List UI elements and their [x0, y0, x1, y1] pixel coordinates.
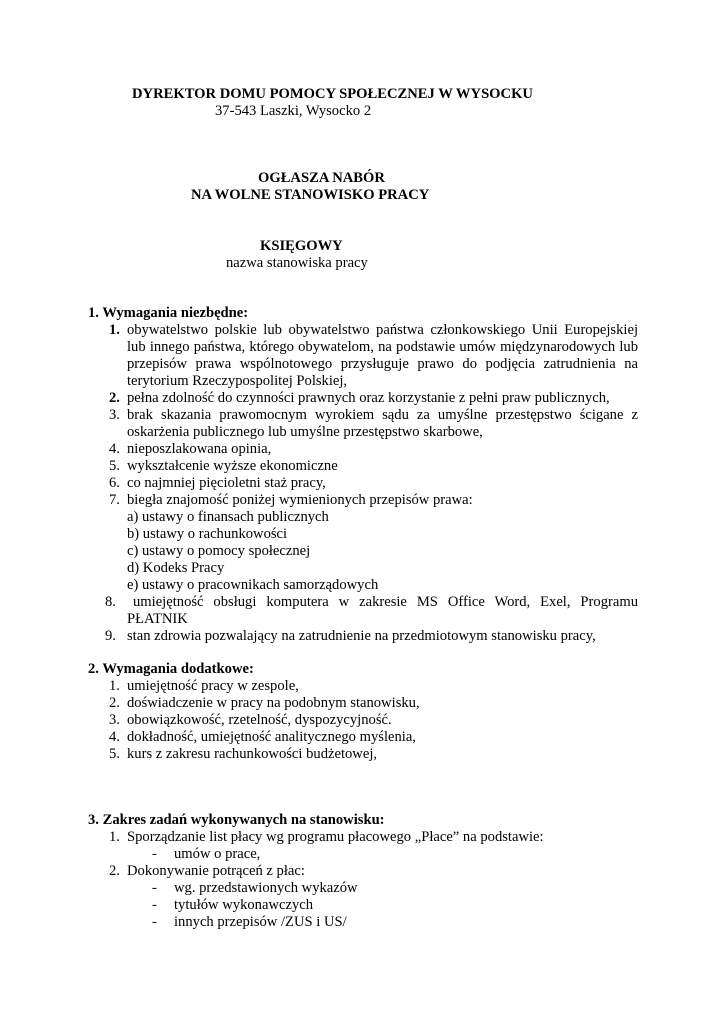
- sub-list-item: c) ustawy o pomocy społecznej: [127, 543, 311, 559]
- list-item-line: brak skazania prawomocnym wyrokiem sądu za umyślne przestępstwo ścigane z: [127, 407, 638, 423]
- bullet-item: tytułów wykonawczych: [174, 897, 314, 913]
- sub-list-item: a) ustawy o finansach publicznych: [127, 509, 329, 525]
- org-name: DYREKTOR DOMU POMOCY SPOŁECZNEJ W WYSOCKU: [132, 86, 533, 102]
- list-item-number: 4.: [109, 441, 120, 457]
- list-item-line: co najmniej pięcioletni staż pracy,: [127, 475, 326, 491]
- list-item-line: obywatelstwo polskie lub obywatelstwo państwa członkowskiego Unii Europejskiej: [127, 322, 638, 338]
- sub-list-item: d) Kodeks Pracy: [127, 560, 225, 576]
- dash-bullet: -: [152, 897, 157, 913]
- list-item-line: Sporządzanie list płacy wg programu płacowego „Płace” na podstawie:: [127, 829, 544, 845]
- list-item-line: kurs z zakresu rachunkowości budżetowej,: [127, 746, 378, 762]
- list-item-line: PŁATNIK: [127, 611, 188, 627]
- list-item-number: 1.: [109, 829, 120, 845]
- list-item-line: przepisów prawa wspólnotowego przysługuje prawo do podjęcia zatrudnienia na: [127, 356, 638, 372]
- sub-list-item: b) ustawy o rachunkowości: [127, 526, 288, 542]
- list-item-line: obowiązkowość, rzetelność, dyspozycyjność.: [127, 712, 392, 728]
- list-item-number: 1.: [109, 322, 120, 338]
- list-item-line: nieposzlakowana opinia,: [127, 441, 272, 457]
- list-item-line: pełna zdolność do czynności prawnych oraz korzystanie z pełni praw publicznych,: [127, 390, 610, 406]
- list-item-line: wykształcenie wyższe ekonomiczne: [127, 458, 338, 474]
- dash-bullet: -: [152, 914, 157, 930]
- dash-bullet: -: [152, 846, 157, 862]
- list-item-line: biegła znajomość poniżej wymienionych przepisów prawa:: [127, 492, 473, 508]
- bullet-item: innych przepisów /ZUS i US/: [174, 914, 347, 930]
- list-item-line: dokładność, umiejętność analitycznego myślenia,: [127, 729, 416, 745]
- dash-bullet: -: [152, 880, 157, 896]
- section-1-heading: 1. Wymagania niezbędne:: [88, 305, 249, 321]
- list-item-number: 5.: [109, 746, 120, 762]
- list-item-number: 7.: [109, 492, 120, 508]
- bullet-item: wg. przedstawionych wykazów: [174, 880, 358, 896]
- position-caption: nazwa stanowiska pracy: [226, 255, 368, 271]
- org-address: 37-543 Laszki, Wysocko 2: [215, 103, 372, 119]
- list-item-line: doświadczenie w pracy na podobnym stanowisku,: [127, 695, 420, 711]
- list-item-number: 4.: [109, 729, 120, 745]
- list-item-line: oskarżenia publicznego lub umyślne przestępstwo skarbowe,: [127, 424, 483, 440]
- list-item-line: stan zdrowia pozwalający na zatrudnienie na przedmiotowym stanowisku pracy,: [127, 628, 596, 644]
- list-item-number: 2.: [109, 695, 120, 711]
- announcement-line-2: NA WOLNE STANOWISKO PRACY: [191, 187, 430, 203]
- announcement-line-1: OGŁASZA NABÓR: [258, 170, 385, 186]
- list-item-number: 1.: [109, 678, 120, 694]
- list-item-line: lub innego państwa, którego obywatelom, na podstawie umów międzynarodowych lub: [127, 339, 638, 355]
- list-item-line: umiejętność obsługi komputera w zakresie MS Office Word, Exel, Programu: [133, 594, 638, 610]
- section-2-heading: 2. Wymagania dodatkowe:: [88, 661, 254, 677]
- list-item-number: 3.: [109, 407, 120, 423]
- list-item-number: 2.: [109, 390, 120, 406]
- sub-list-item: e) ustawy o pracownikach samorządowych: [127, 577, 379, 593]
- list-item-line: umiejętność pracy w zespole,: [127, 678, 299, 694]
- list-item-number: 9.: [105, 628, 116, 644]
- list-item-number: 6.: [109, 475, 120, 491]
- list-item-line: Dokonywanie potrąceń z płac:: [127, 863, 305, 879]
- list-item-number: 8.: [105, 594, 116, 610]
- list-item-number: 3.: [109, 712, 120, 728]
- list-item-number: 5.: [109, 458, 120, 474]
- list-item-number: 2.: [109, 863, 120, 879]
- section-3-heading: 3. Zakres zadań wykonywanych na stanowisku:: [88, 812, 385, 828]
- bullet-item: umów o prace,: [174, 846, 261, 862]
- list-item-line: terytorium Rzeczypospolitej Polskiej,: [127, 373, 348, 389]
- position-title: KSIĘGOWY: [260, 238, 343, 254]
